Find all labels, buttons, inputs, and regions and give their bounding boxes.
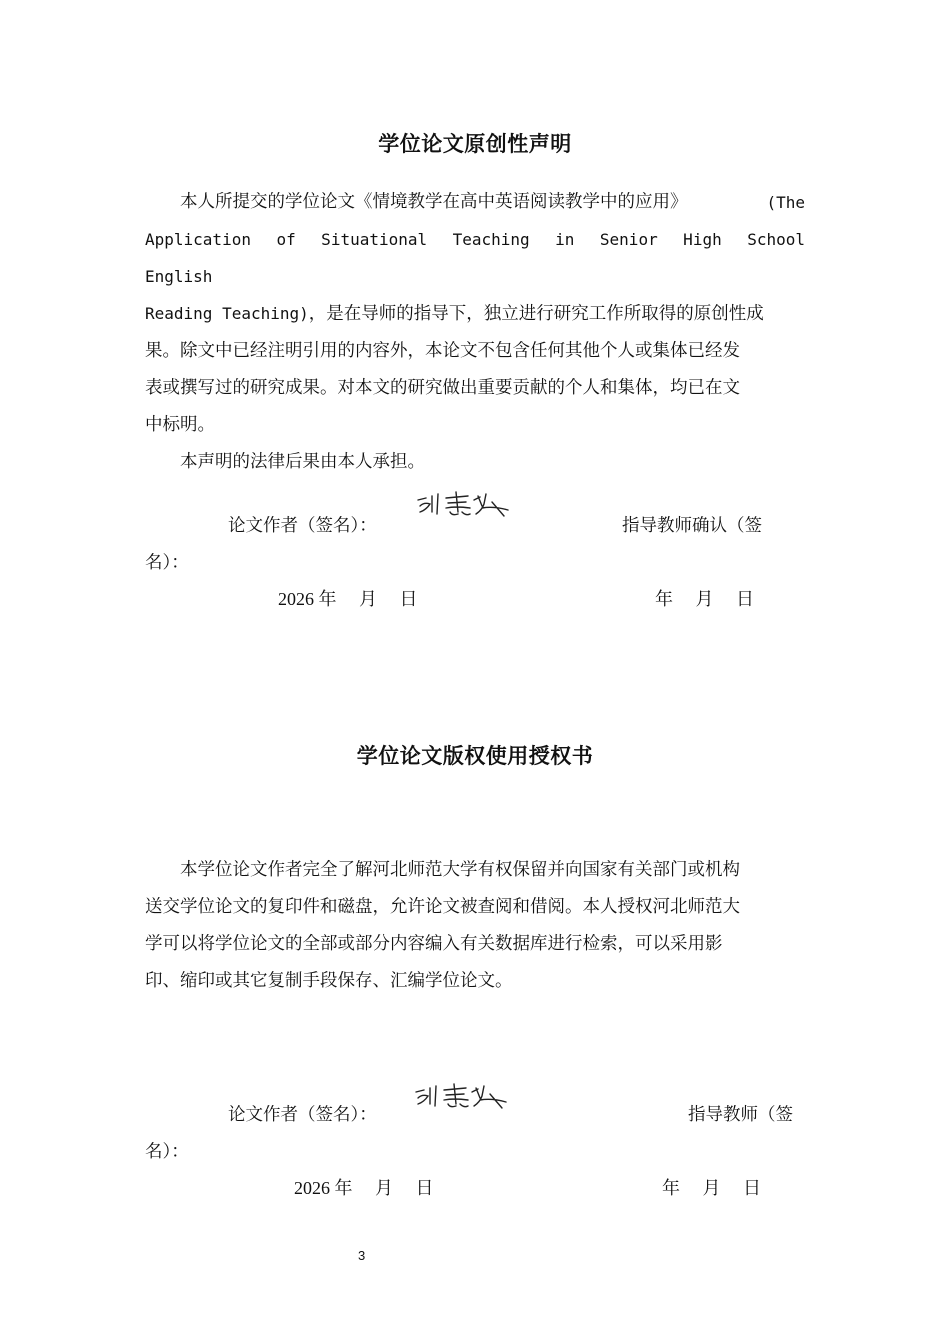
declaration-title: 学位论文原创性声明 xyxy=(378,132,572,156)
authorization-author-signature-label: 论文作者（签名）： xyxy=(228,1105,377,1125)
authorization-line-1: 本学位论文作者完全了解河北师范大学有权保留并向国家有关部门或机构 xyxy=(180,860,740,880)
authorization-line-3: 学可以将学位论文的全部或部分内容编入有关数据库进行检索，可以采用影 xyxy=(145,934,723,954)
authorization-author-signature-image xyxy=(410,1080,510,1114)
declaration-line-6: 中标明。 xyxy=(145,415,215,435)
author-signature-image xyxy=(412,488,512,522)
authorization-paragraph xyxy=(145,852,805,1000)
declaration-line-4: 果。除文中已经注明引用的内容外，本论文不包含任何其他个人或集体已经发 xyxy=(145,341,740,361)
advisor-signature-label: 指导教师确认（签 xyxy=(622,516,762,536)
advisor-date: 年 月 日 xyxy=(655,589,754,609)
authorization-line-2: 送交学位论文的复印件和磁盘，允许论文被查阅和借阅。本人授权河北师范大 xyxy=(145,897,740,917)
author-date: 2026 年 月 日 xyxy=(278,589,418,609)
authorization-advisor-signature-label-cont: 名）： xyxy=(145,1142,189,1162)
authorization-title: 学位论文版权使用授权书 xyxy=(356,744,594,768)
declaration-paragraph-2: 本声明的法律后果由本人承担。 xyxy=(180,452,425,472)
declaration-line-3-cn: ，是在导师的指导下，独立进行研究工作所取得的原创性成 xyxy=(308,304,764,324)
authorization-line-4: 印、缩印或其它复制手段保存、汇编学位论文。 xyxy=(145,971,513,991)
advisor-signature-label-cont: 名）： xyxy=(145,553,189,573)
authorization-advisor-date: 年 月 日 xyxy=(662,1178,761,1198)
authorization-author-date: 2026 年 月 日 xyxy=(294,1178,434,1198)
authorization-advisor-signature-label: 指导教师（签 xyxy=(688,1105,793,1125)
page-number: 3 xyxy=(358,1248,366,1263)
declaration-line-2-en: Application of Situational Teaching in Senior High School English xyxy=(145,230,805,286)
declaration-line-1-en: (The xyxy=(766,193,805,212)
declaration-line-1-cn: 本人所提交的学位论文《情境教学在高中英语阅读教学中的应用》 xyxy=(180,192,688,212)
declaration-paragraph xyxy=(145,184,805,481)
declaration-line-5: 表或撰写过的研究成果。对本文的研究做出重要贡献的个人和集体，均已在文 xyxy=(145,378,740,398)
declaration-line-3-en: Reading Teaching) xyxy=(145,304,309,323)
author-signature-label: 论文作者（签名）： xyxy=(228,516,377,536)
